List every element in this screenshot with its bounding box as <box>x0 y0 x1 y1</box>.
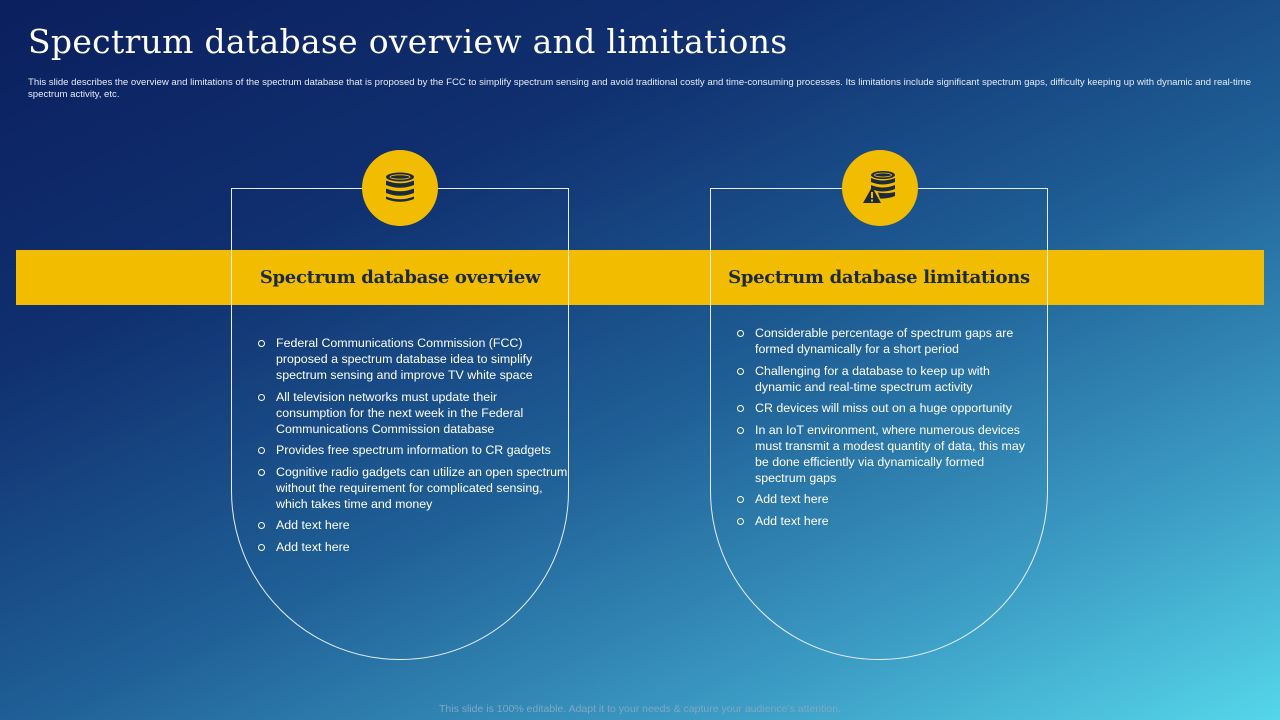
list-item: All television networks must update their consumption for the next week in the Federal Communications Commission database <box>256 389 568 437</box>
limitations-icon-badge <box>842 150 918 226</box>
list-item: Add text here <box>256 539 568 555</box>
slide-subtitle: This slide describes the overview and limitations of the spectrum database that is proposed by the FCC to simplify spectrum sensing and avoid traditional costly and time-consuming processes. Its limitations include significant spectrum gaps, difficulty keeping up with dynamic and real-time spectrum activity, etc. <box>28 77 1252 100</box>
database-warning-icon <box>862 170 898 206</box>
overview-heading: Spectrum database overview <box>259 267 541 288</box>
overview-icon-badge <box>362 150 438 226</box>
list-item: Challenging for a database to keep up with dynamic and real-time spectrum activity <box>735 363 1033 395</box>
overview-bullet-list <box>256 335 568 560</box>
list-item: Add text here <box>735 513 1033 529</box>
limitations-bullet-list <box>735 325 1033 534</box>
limitations-heading: Spectrum database limitations <box>728 267 1030 288</box>
list-item: Considerable percentage of spectrum gaps are formed dynamically for a short period <box>735 325 1033 357</box>
slide-footer: This slide is 100% editable. Adapt it to your needs & capture your audience’s attention. <box>439 703 841 715</box>
list-item: Cognitive radio gadgets can utilize an open spectrum without the requirement for complicated sensing, which takes time and money <box>256 464 568 512</box>
list-item: Add text here <box>256 517 568 533</box>
list-item: Add text here <box>735 491 1033 507</box>
list-item: Federal Communications Commission (FCC) proposed a spectrum database idea to simplify spectrum sensing and improve TV white space <box>256 335 568 383</box>
database-icon <box>385 172 415 204</box>
heading-band <box>16 250 1264 305</box>
list-item: CR devices will miss out on a huge opportunity <box>735 400 1033 416</box>
list-item: Provides free spectrum information to CR gadgets <box>256 442 568 458</box>
list-item: In an IoT environment, where numerous devices must transmit a modest quantity of data, this may be done efficiently via dynamically formed spectrum gaps <box>735 422 1033 486</box>
slide-title: Spectrum database overview and limitations <box>28 22 788 61</box>
